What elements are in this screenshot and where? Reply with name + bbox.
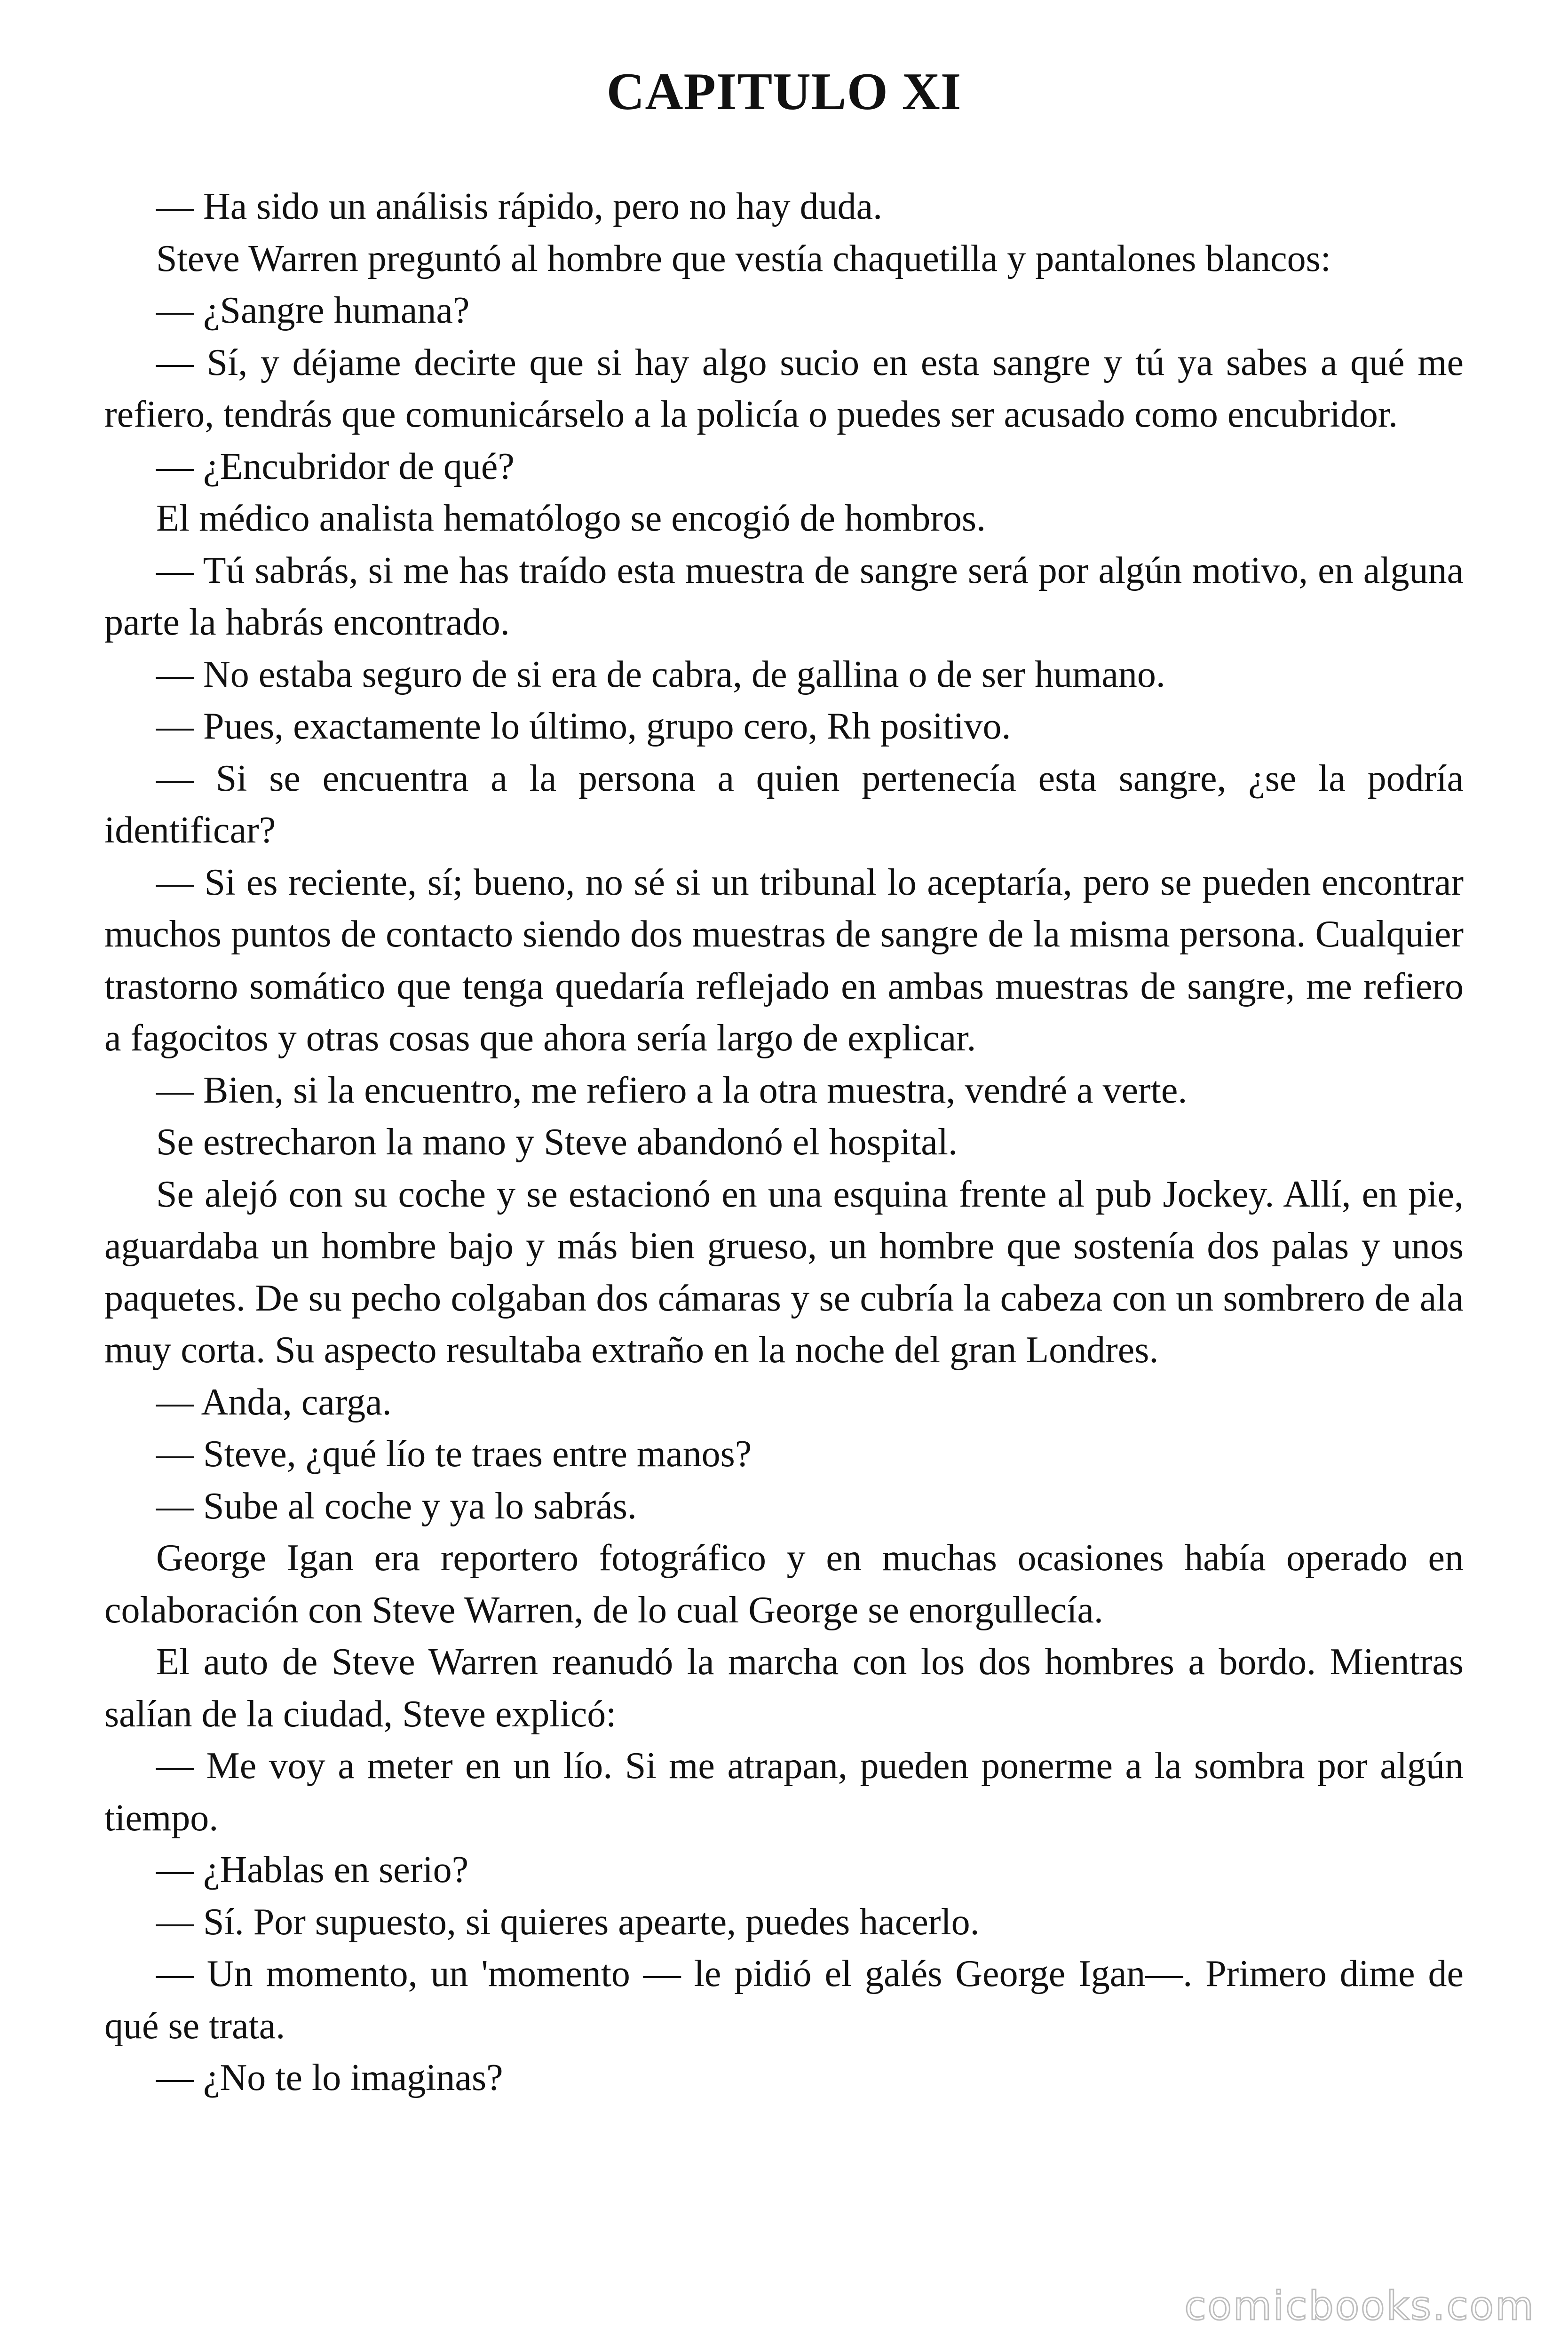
paragraph: — ¿Encubridor de qué?: [156, 445, 515, 487]
paragraph: — Sí. Por supuesto, si quieres apearte, puedes hacerlo.: [156, 1901, 980, 1943]
paragraph: — No estaba seguro de si era de cabra, de gallina o de ser humano.: [156, 653, 1165, 695]
paragraph: — Pues, exactamente lo último, grupo cero, Rh positivo.: [156, 706, 1011, 747]
paragraph: — ¿Hablas en serio?: [156, 1849, 469, 1891]
paragraph: — Sí, y déjame decirte que si hay algo sucio en esta sangre y tú ya sabes a qué me refiero, tendrás que comunicárselo a la policía o puedes ser acusado como encubridor.: [104, 342, 1464, 435]
paragraph: — Sube al coche y ya lo sabrás.: [156, 1485, 637, 1527]
site-watermark: comicbooks.com: [1184, 2283, 1535, 2329]
paragraph: — Anda, carga.: [156, 1381, 392, 1423]
chapter-title: CAPITULO XI: [606, 63, 962, 121]
paragraph: El médico analista hematólogo se encogió de hombros.: [156, 498, 986, 539]
paragraph: — Ha sido un análisis rápido, pero no hay duda.: [156, 186, 883, 227]
paragraph: — Bien, si la encuentro, me refiero a la otra muestra, vendré a verte.: [156, 1069, 1188, 1111]
paragraph: George Igan era reportero fotográfico y en muchas ocasiones había operado en colaboración con Steve Warren, de lo cual George se enorgullecía.: [104, 1537, 1464, 1631]
paragraph: — Me voy a meter en un lío. Si me atrapan, pueden ponerme a la sombra por algún tiempo.: [104, 1745, 1464, 1839]
paragraph: Steve Warren preguntó al hombre que vestía chaquetilla y pantalones blancos:: [156, 238, 1331, 279]
paragraph: — ¿No te lo imaginas?: [156, 2057, 503, 2098]
paragraph: — Un momento, un 'momento — le pidió el galés George Igan—. Primero dime de qué se trata.: [104, 1953, 1464, 2047]
paragraph: Se alejó con su coche y se estacionó en una esquina frente al pub Jockey. Allí, en pie, aguardaba un hombre bajo y más bien grueso, un hombre que sostenía dos palas y unos paquetes. De su pecho colgaban dos cámaras y se cubría la cabeza con un sombrero de ala muy corta. Su aspecto resultaba extraño en la noche del gran Londres.: [104, 1173, 1464, 1371]
paragraph: El auto de Steve Warren reanudó la marcha con los dos hombres a bordo. Mientras salían de la ciudad, Steve explicó:: [104, 1641, 1464, 1735]
paragraph: — Steve, ¿qué lío te traes entre manos?: [156, 1433, 752, 1475]
paragraph: Se estrecharon la mano y Steve abandonó el hospital.: [156, 1121, 958, 1163]
paragraph: — Si es reciente, sí; bueno, no sé si un tribunal lo aceptaría, pero se pueden encontrar muchos puntos de contacto siendo dos muestras de sangre de la misma persona. Cualquier trastorno somático que tenga quedaría reflejado en ambas muestras de sangre, me refiero a fagocitos y otras cosas que ahora sería largo de explicar.: [104, 861, 1464, 1059]
paragraph: — Tú sabrás, si me has traído esta muestra de sangre será por algún motivo, en alguna parte la habrás encontrado.: [104, 549, 1464, 643]
paragraph: — Si se encuentra a la persona a quien pertenecía esta sangre, ¿se la podría identificar?: [104, 757, 1464, 851]
chapter-body: [104, 181, 1464, 2104]
paragraph: — ¿Sangre humana?: [156, 290, 470, 331]
